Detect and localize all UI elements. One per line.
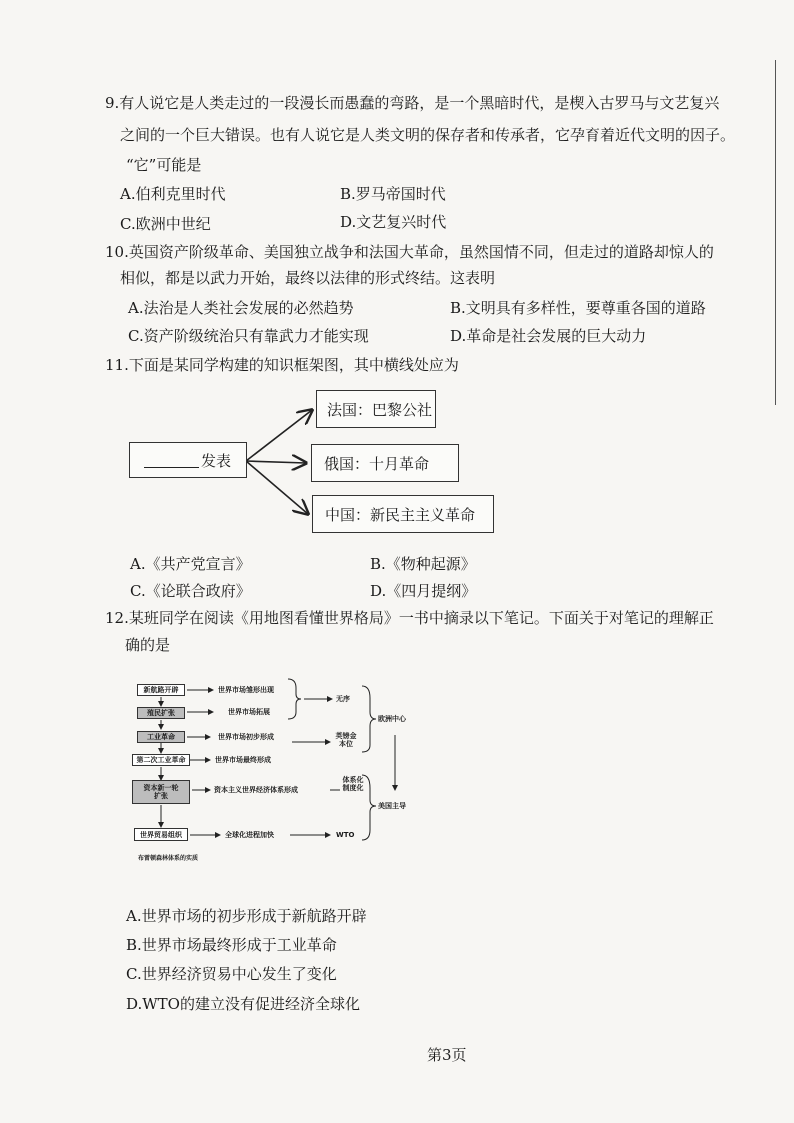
d12-mid-4: 资本主义世界经济体系形成 — [214, 786, 298, 794]
d12-left-5: 世界贸易组织 — [134, 828, 188, 841]
d12-right-2: 体系化制度化 — [342, 776, 364, 792]
q10-line-2: 相似，都是以武力开始，最终以法律的形式终结。这表明 — [120, 269, 496, 287]
q9-option-c[interactable]: C.欧洲中世纪 — [120, 215, 211, 233]
q11-option-b[interactable]: B.《物种起源》 — [370, 555, 476, 573]
q10-option-a[interactable]: A.法治是人类社会发展的必然趋势 — [128, 299, 354, 317]
q12-line-2: 确的是 — [125, 636, 171, 654]
d12-caption: 布雷顿森林体系的实质 — [138, 855, 199, 862]
d12-right-1: 英镑金本位 — [335, 732, 357, 748]
q12-option-a[interactable]: A.世界市场的初步形成于新航路开辟 — [126, 907, 367, 925]
d12-left-2: 工业革命 — [137, 731, 185, 743]
d12-mid-3: 世界市场最终形成 — [215, 756, 271, 764]
d12-left-4: 资本新一轮扩张 — [132, 780, 190, 804]
q9-option-b[interactable]: B.罗马帝国时代 — [340, 185, 446, 203]
d12-right-3: WTO — [336, 831, 355, 839]
q9-line-2: 之间的一个巨大错误。也有人说它是人类文明的保存者和传承者，它孕育着近代文明的因子。 — [120, 126, 736, 144]
d12-right-0: 无序 — [336, 695, 350, 703]
d12-far-usa: 美国主导 — [378, 802, 406, 810]
q10-line-1: 10.英国资产阶级革命、美国独立战争和法国大革命，虽然国情不同，但走过的道路却惊人的 — [105, 243, 714, 261]
q9-line-3: “它”可能是 — [126, 156, 202, 174]
q11-box-china-label: 中国：新民主主义革命 — [325, 505, 476, 524]
q9-option-d[interactable]: D.文艺复兴时代 — [340, 213, 447, 231]
page-number: 第3页 — [427, 1046, 467, 1064]
q11-box-france-label: 法国：巴黎公社 — [327, 400, 433, 419]
q12-option-c[interactable]: C.世界经济贸易中心发生了变化 — [126, 965, 337, 983]
d12-mid-1: 世界市场拓展 — [228, 708, 270, 716]
q12-line-1: 12.某班同学在阅读《用地图看懂世界格局》一书中摘录以下笔记。下面关于对笔记的理解正 — [105, 609, 714, 627]
q9-option-a[interactable]: A.伯利克里时代 — [120, 185, 226, 203]
d12-left-1: 殖民扩张 — [137, 707, 185, 719]
d12-mid-2: 世界市场初步形成 — [218, 733, 274, 741]
q10-option-d[interactable]: D.革命是社会发展的巨大动力 — [450, 327, 647, 345]
q12-option-d[interactable]: D.WTO的建立没有促进经济全球化 — [126, 995, 360, 1013]
q9-line-1: 9.有人说它是人类走过的一段漫长而愚蠢的弯路，是一个黑暗时代，是楔入古罗马与文艺复兴 — [105, 94, 720, 112]
q11-box-russia-label: 俄国：十月革命 — [324, 454, 430, 473]
d12-mid-5: 全球化进程加快 — [225, 831, 274, 839]
q11-option-d[interactable]: D.《四月提纲》 — [370, 582, 477, 600]
q11-option-a[interactable]: A.《共产党宣言》 — [130, 555, 251, 573]
q12-option-b[interactable]: B.世界市场最终形成于工业革命 — [126, 936, 337, 954]
d12-far-europe: 欧洲中心 — [378, 715, 406, 723]
d12-left-3: 第二次工业革命 — [132, 754, 190, 766]
q10-option-b[interactable]: B.文明具有多样性，要尊重各国的道路 — [450, 299, 706, 317]
q10-option-c[interactable]: C.资产阶级统治只有靠武力才能实现 — [128, 327, 369, 345]
d12-left-0: 新航路开辟 — [137, 684, 185, 696]
d12-mid-0: 世界市场雏形出现 — [218, 686, 274, 694]
q11-left-box-label: 发表 — [201, 451, 232, 470]
q11-line-1: 11.下面是某同学构建的知识框架图，其中横线处应为 — [105, 356, 459, 374]
q11-option-c[interactable]: C.《论联合政府》 — [130, 582, 251, 600]
